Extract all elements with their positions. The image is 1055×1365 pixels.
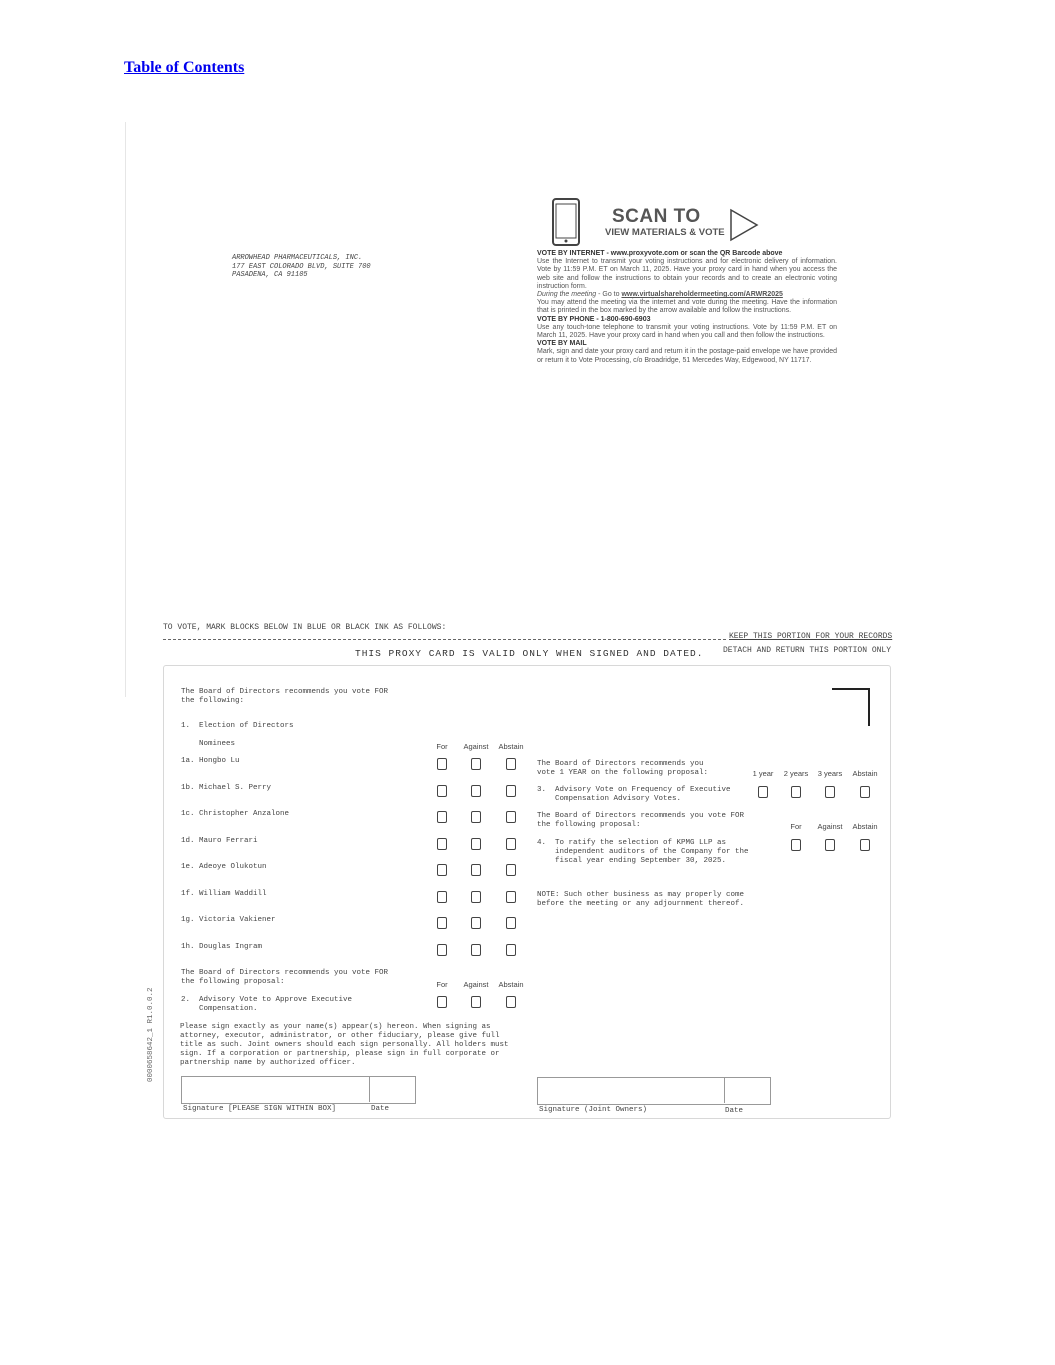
nominee-against-checkbox[interactable] <box>471 838 481 850</box>
nominee-against-checkbox[interactable] <box>471 811 481 823</box>
nominee-name: 1a. Hongbo Lu <box>181 757 240 765</box>
col-abstain-4: Abstain <box>852 822 878 831</box>
vote-phone-body: Use any touch-tone telephone to transmit your voting instructions. Vote by 11:59 P.M. ET on March 11, 2025. Have your proxy card in hand when you call and then follow the instructions. <box>537 323 837 340</box>
nominee-name: 1e. Adeoye Olukotun <box>181 863 267 871</box>
col-3-years: 3 years <box>817 769 843 778</box>
company-address: ARROWHEAD PHARMACEUTICALS, INC. 177 EAST COLORADO BLVD, SUITE 700 PASADENA, CA 91105 <box>232 254 371 279</box>
to-vote-instruction: TO VOTE, MARK BLOCKS BELOW IN BLUE OR BLACK INK AS FOLLOWS: <box>163 623 447 632</box>
joint-date-label: Date <box>725 1107 744 1115</box>
nominee-name: 1c. Christopher Anzalone <box>181 810 290 818</box>
nominee-for-checkbox[interactable] <box>437 838 447 850</box>
during-meeting-text: - Go to <box>596 291 622 299</box>
scan-title: SCAN TO <box>612 206 701 227</box>
nominee-against-checkbox[interactable] <box>471 864 481 876</box>
item4-for-checkbox[interactable] <box>791 839 801 851</box>
valid-notice: THIS PROXY CARD IS VALID ONLY WHEN SIGNED AND DATED. <box>355 648 704 659</box>
during-meeting-line <box>537 291 837 299</box>
item-1-label: 1. Election of Directors <box>181 722 294 730</box>
detach-line <box>163 639 726 640</box>
vote-phone-heading: VOTE BY PHONE - 1-800-690-6903 <box>537 315 651 323</box>
col-abstain-2: Abstain <box>498 980 524 989</box>
nominee-for-checkbox[interactable] <box>437 891 447 903</box>
nominee-abstain-checkbox[interactable] <box>506 917 516 929</box>
board-recommendation-3: The Board of Directors recommends you vote 1 YEAR on the following proposal: <box>537 760 709 777</box>
item2-abstain-checkbox[interactable] <box>506 996 516 1008</box>
scan-edge-divider <box>125 122 126 697</box>
nominee-abstain-checkbox[interactable] <box>506 758 516 770</box>
vote-mail-heading: VOTE BY MAIL <box>537 340 587 348</box>
nominee-abstain-checkbox[interactable] <box>506 785 516 797</box>
nominee-for-checkbox[interactable] <box>437 758 447 770</box>
nominee-for-checkbox[interactable] <box>437 785 447 797</box>
vote-internet-heading: VOTE BY INTERNET - www.proxyvote.com or scan the QR Barcode above <box>537 250 783 257</box>
nominee-abstain-checkbox[interactable] <box>506 891 516 903</box>
nominee-name: 1d. Mauro Ferrari <box>181 836 258 845</box>
item-2-label: 2. Advisory Vote to Approve Executive Compensation. <box>181 996 353 1013</box>
nominee-against-checkbox[interactable] <box>471 917 481 929</box>
item2-against-checkbox[interactable] <box>471 996 481 1008</box>
col-abstain: Abstain <box>498 742 524 751</box>
col-abstain-3: Abstain <box>852 769 878 778</box>
col-1-year: 1 year <box>752 769 774 778</box>
col-for: For <box>436 742 448 751</box>
nominee-against-checkbox[interactable] <box>471 785 481 797</box>
table-of-contents-link[interactable]: Table of Contents <box>124 59 245 76</box>
col-against-4: Against <box>817 822 843 831</box>
nominee-abstain-checkbox[interactable] <box>506 838 516 850</box>
item3-2years-checkbox[interactable] <box>791 786 801 798</box>
nominee-for-checkbox[interactable] <box>437 811 447 823</box>
col-for-2: For <box>436 980 448 989</box>
nominee-name: 1h. Douglas Ingram <box>181 942 263 951</box>
side-code: 0000658642_1 R1.0.0.2 <box>147 987 155 1082</box>
nominee-for-checkbox[interactable] <box>437 917 447 929</box>
item4-abstain-checkbox[interactable] <box>860 839 870 851</box>
signature-box[interactable] <box>181 1076 416 1104</box>
detach-portion-label: DETACH AND RETURN THIS PORTION ONLY <box>723 646 892 655</box>
nominee-abstain-checkbox[interactable] <box>506 944 516 956</box>
nominee-abstain-checkbox[interactable] <box>506 811 516 823</box>
nominee-name: 1g. Victoria Vakiener <box>181 916 276 924</box>
sign-instructions: Please sign exactly as your name(s) appear(s) hereon. When signing as attorney, executor, administrator, or other fiduciary, please give full title as such. Joint owners should each sign personally. All holders must sign. If a corporation or partnership, please sign in full corporate or partnership name by authorized officer. <box>180 1023 509 1067</box>
item3-1year-checkbox[interactable] <box>758 786 768 798</box>
joint-signature-date-divider <box>724 1077 725 1103</box>
signature-date-divider <box>369 1076 370 1102</box>
meeting-url-link[interactable]: www.virtualshareholdermeeting.com/ARWR2025 <box>621 291 783 299</box>
item-3-label: 3. Advisory Vote on Frequency of Executive Compensation Advisory Votes. <box>537 786 731 803</box>
joint-signature-box[interactable] <box>537 1077 771 1105</box>
nominee-for-checkbox[interactable] <box>437 944 447 956</box>
corner-mark <box>832 688 870 726</box>
item-4-label: 4. To ratify the selection of KPMG LLP as independent auditors of the Company for the fiscal year ending September 30, 2025. <box>537 839 749 865</box>
col-for-4: For <box>790 822 802 831</box>
nominee-for-checkbox[interactable] <box>437 864 447 876</box>
keep-portion-label: KEEP THIS PORTION FOR YOUR RECORDS <box>729 632 893 641</box>
phone-icon <box>551 198 581 246</box>
date-label: Date <box>371 1105 390 1113</box>
nominee-against-checkbox[interactable] <box>471 944 481 956</box>
item2-for-checkbox[interactable] <box>437 996 447 1008</box>
col-against: Against <box>463 742 489 751</box>
nominee-against-checkbox[interactable] <box>471 891 481 903</box>
during-meeting-label: During the meeting <box>537 291 597 299</box>
col-against-2: Against <box>463 980 489 989</box>
joint-signature-label: Signature (Joint Owners) <box>539 1106 648 1114</box>
nominees-label: Nominees <box>199 740 236 748</box>
item3-abstain-checkbox[interactable] <box>860 786 870 798</box>
nominee-against-checkbox[interactable] <box>471 758 481 770</box>
board-recommendation-2: The Board of Directors recommends you vote FOR the following proposal: <box>181 969 389 986</box>
col-2-years: 2 years <box>783 769 809 778</box>
note-text: NOTE: Such other business as may properly come before the meeting or any adjournment thereof. <box>537 891 745 908</box>
play-arrow-icon <box>729 208 759 242</box>
board-recommendation-1: The Board of Directors recommends you vote FOR the following: <box>181 688 389 705</box>
item4-against-checkbox[interactable] <box>825 839 835 851</box>
nominee-abstain-checkbox[interactable] <box>506 864 516 876</box>
item3-3years-checkbox[interactable] <box>825 786 835 798</box>
board-recommendation-4: The Board of Directors recommends you vote FOR the following proposal: <box>537 812 745 829</box>
voting-instructions <box>537 250 837 365</box>
nominee-name: 1f. William Waddill <box>181 889 267 898</box>
nominee-name: 1b. Michael S. Perry <box>181 783 272 792</box>
signature-label: Signature [PLEASE SIGN WITHIN BOX] <box>183 1105 337 1113</box>
scan-subtitle: VIEW MATERIALS & VOTE <box>605 227 725 238</box>
during-meeting-body: You may attend the meeting via the internet and vote during the meeting. Have the information that is printed in the box marked by the arrow available and follow the instructions. <box>537 299 837 315</box>
vote-internet-body: Use the Internet to transmit your voting instructions and for electronic delivery of information. Vote by 11:59 P.M. ET on March 11, 2025. Have your proxy card in hand when you access the web site and follow the instructions to obtain your records and to create an electronic voting instruction form. <box>537 258 837 290</box>
vote-mail-body: Mark, sign and date your proxy card and return it in the postage-paid envelope we have provided or return it to Vote Processing, c/o Broadridge, 51 Mercedes Way, Edgewood, NY 11717. <box>537 348 837 364</box>
